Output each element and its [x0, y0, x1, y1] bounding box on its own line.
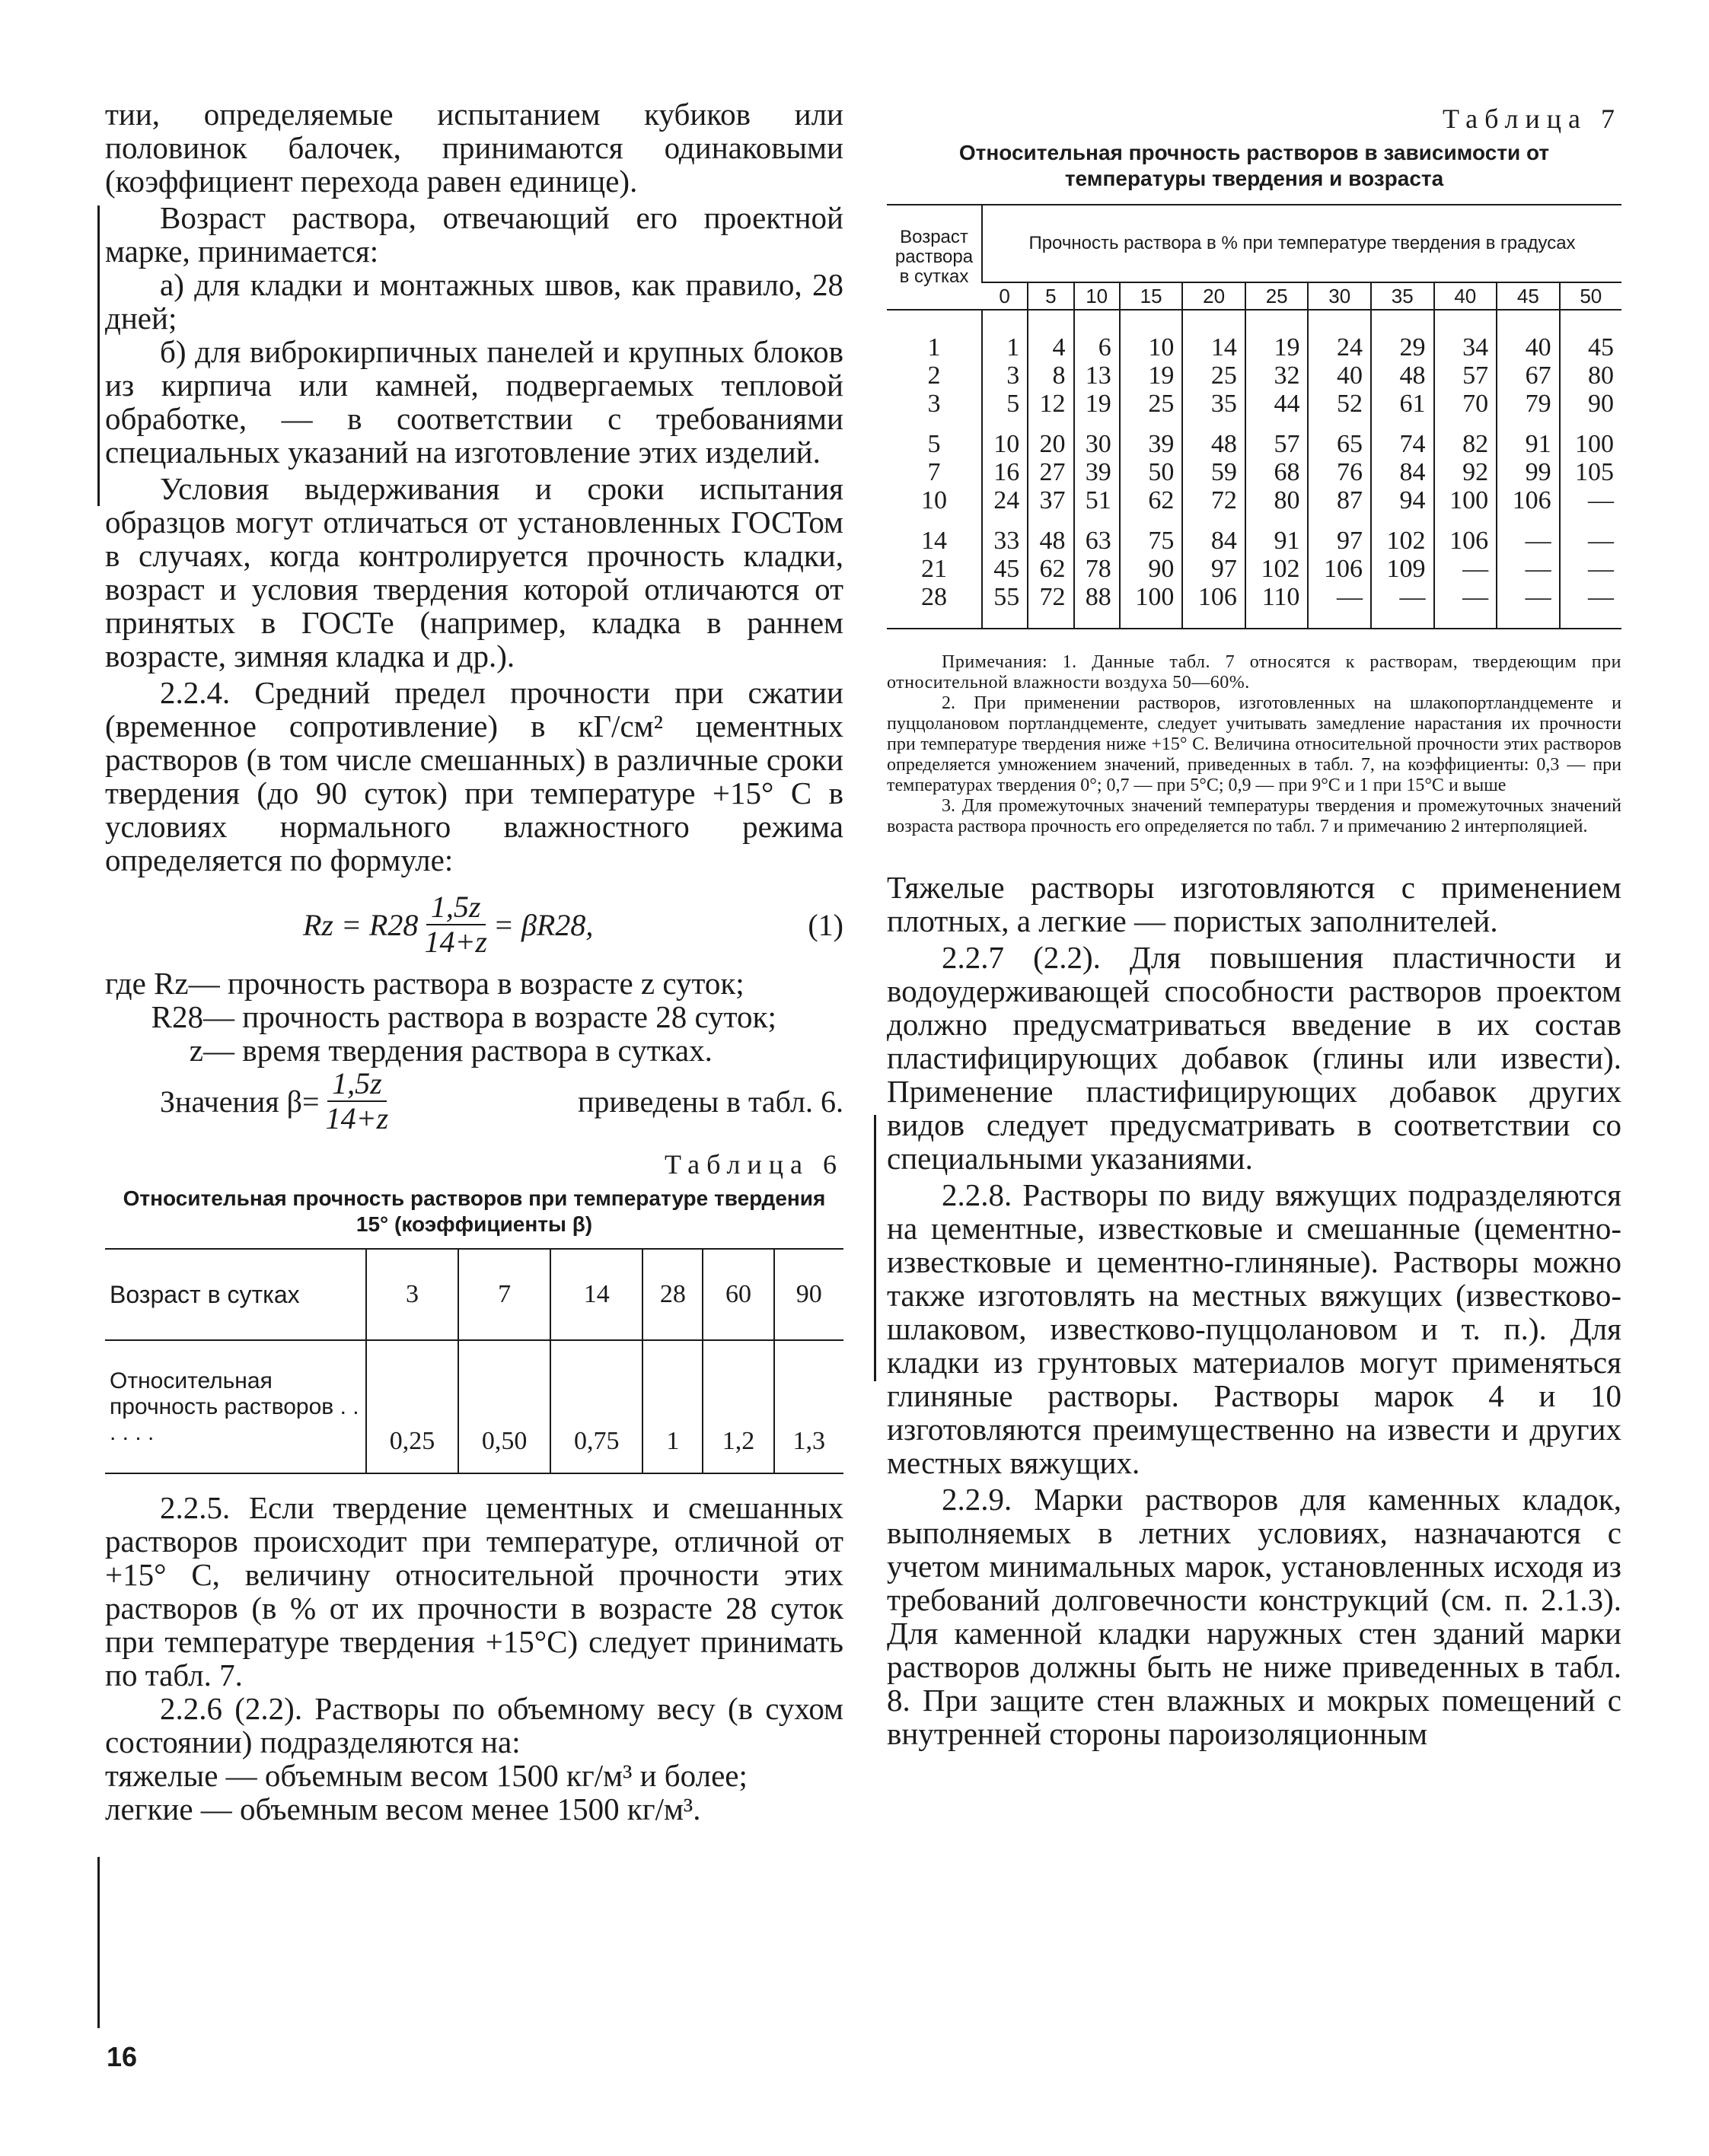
- table-cell: 100: [1434, 486, 1497, 514]
- table-cell: 1,3: [774, 1340, 843, 1473]
- table-cell: 32: [1245, 361, 1309, 390]
- table-cell: 106: [1497, 486, 1560, 514]
- table-cell: 4: [1028, 310, 1073, 361]
- paragraph: 2.2.9. Марки растворов для каменных кладок, выполняемых в летних условиях, назначаются с учетом минимальных марок, установленных исходя из требований долговечности конструкций (см. п. 2.1.3). Для каменной кладки наружных стен зданий марки растворов должны быть не ниже приведенных в табл. 8. При защите стен влажных и мокрых помещений с внутренней стороны пароизоляционным: [887, 1482, 1621, 1751]
- table-cell: 48: [1028, 514, 1073, 555]
- table-cell: 55: [982, 583, 1028, 629]
- beta-prefix: Значения β=: [160, 1084, 320, 1119]
- table-cell: 14: [550, 1249, 642, 1340]
- table-cell: 1: [927, 333, 941, 361]
- table-header-cell: 15: [1120, 282, 1183, 310]
- table-cell: 60: [703, 1249, 773, 1340]
- table-cell: 50: [1120, 458, 1183, 486]
- where-text: прочность раствора в возрасте 28 суток;: [242, 999, 776, 1034]
- table-cell: —: [1434, 555, 1497, 583]
- table-header-row: [887, 205, 1621, 282]
- table-cell: 62: [1120, 486, 1183, 514]
- table-cell: 67: [1497, 361, 1560, 390]
- table-cell: 1,2: [703, 1340, 773, 1473]
- table-title: Относительная прочность растворов в зависимости от температуры твердения и возраста: [958, 141, 1550, 190]
- table-cell: 0,50: [458, 1340, 550, 1473]
- where-symbol: R28—: [151, 999, 234, 1034]
- table-header-cell: 20: [1182, 282, 1245, 310]
- note: Примечания: 1. Данные табл. 7 относятся к растворам, твердеющим при относительной влажности воздуха 50—60%.: [887, 652, 1621, 693]
- table-cell: 105: [1560, 458, 1621, 486]
- table-cell: 91: [1497, 418, 1560, 458]
- beta-definition: [160, 1067, 843, 1135]
- table-title: Относительная прочность растворов при температуре твердения 15° (коэффициенты β): [123, 1186, 826, 1236]
- table-cell: 68: [1245, 458, 1309, 486]
- table-cell: 13: [1074, 361, 1120, 390]
- table-cell: 99: [1497, 458, 1560, 486]
- table-cell: 29: [1371, 310, 1434, 361]
- table-cell: 40: [1497, 310, 1560, 361]
- table-row: [887, 310, 1621, 361]
- table-cell: 48: [1371, 361, 1434, 390]
- formula-1: [303, 890, 843, 959]
- table-cell: 3: [366, 1249, 458, 1340]
- table-cell: 80: [1560, 361, 1621, 390]
- table-cell: 51: [1074, 486, 1120, 514]
- table-cell: 3: [927, 390, 941, 418]
- table-cell: 37: [1028, 486, 1073, 514]
- table-cell: 57: [1245, 418, 1309, 458]
- where-item: [105, 1000, 843, 1033]
- table-cell: 92: [1434, 458, 1497, 486]
- table-cell: 90: [1560, 390, 1621, 418]
- table-notes: [887, 652, 1621, 837]
- table-cell: 84: [1182, 514, 1245, 555]
- table-cell: 39: [1120, 418, 1183, 458]
- paragraph: легкие — объемным весом менее 1500 кг/м³.: [105, 1791, 701, 1826]
- table-cell: 10: [921, 486, 947, 514]
- table-cell: 39: [1074, 458, 1120, 486]
- table-6: [105, 1148, 843, 1474]
- table-7: [887, 102, 1621, 837]
- table-cell: 21: [921, 555, 947, 583]
- fraction-numerator: 1,5z: [426, 890, 486, 925]
- change-bar: [874, 1115, 876, 1381]
- where-item: [105, 1033, 843, 1067]
- paragraph: 2.2.5. Если твердение цементных и смешанных растворов происходит при температуре, отличной от +15° С, величину относительной прочности этих растворов (в % от их прочности в возрасте 28 суток при температуре твердения +15°С) следует принимать по табл. 7.: [105, 1490, 843, 1693]
- table-label: Таблица 6: [665, 1149, 843, 1180]
- where-item: [105, 967, 843, 1000]
- beta-suffix: приведены в табл. 6.: [577, 1084, 843, 1119]
- table-cell: 102: [1245, 555, 1309, 583]
- table-cell: —: [1497, 514, 1560, 555]
- where-list: [105, 967, 843, 1067]
- table-cell: 34: [1434, 310, 1497, 361]
- table-cell: —: [1560, 486, 1621, 514]
- table-cell: 20: [1028, 418, 1073, 458]
- table-header-cell: 45: [1497, 282, 1560, 310]
- table-cell: 25: [1120, 390, 1183, 418]
- table-cell: 52: [1308, 390, 1371, 418]
- list-item: б) для виброкирпичных панелей и крупных блоков из кирпича или камней, подвергаемых тепловой обработке, — в соответствии с требованиями специальных указаний на изготовление этих изделий.: [105, 334, 843, 470]
- table-cell: 24: [982, 486, 1028, 514]
- fraction-numerator: 1,5z: [327, 1067, 387, 1102]
- table-cell: 62: [1028, 555, 1073, 583]
- formula-rhs: = βR28,: [493, 907, 594, 942]
- table-cell: 45: [982, 555, 1028, 583]
- table-cell: 33: [982, 514, 1028, 555]
- table-cell: —: [1560, 555, 1621, 583]
- table-cell: 16: [982, 458, 1028, 486]
- table-header-cell: 30: [1308, 282, 1371, 310]
- left-column: [105, 97, 843, 1826]
- table-cell: 1: [642, 1340, 703, 1473]
- table-cell: 45: [1560, 310, 1621, 361]
- table-cell: 102: [1371, 514, 1434, 555]
- table-row: [887, 486, 1621, 514]
- table-cell: 100: [1560, 418, 1621, 458]
- table-header-cell: 25: [1245, 282, 1309, 310]
- table-row: [887, 418, 1621, 458]
- table-cell: 30: [1074, 418, 1120, 458]
- table-cell: 72: [1028, 583, 1073, 629]
- table-cell: 94: [1371, 486, 1434, 514]
- table-row: [887, 390, 1621, 418]
- table-cell: 91: [1245, 514, 1309, 555]
- table-cell: 100: [1120, 583, 1183, 629]
- table-cell: 0,75: [550, 1340, 642, 1473]
- table-cell: 74: [1371, 418, 1434, 458]
- table-cell: —: [1308, 583, 1371, 629]
- table-cell: —: [1497, 583, 1560, 629]
- formula-lhs: Rz = R28: [303, 907, 419, 942]
- table-cell: 35: [1182, 390, 1245, 418]
- table-row: [887, 514, 1621, 555]
- paragraph: тии, определяемые испытанием кубиков или половинок балочек, принимаются одинаковыми (коэффициент перехода равен единице).: [105, 97, 843, 199]
- table-cell: Относительная прочность растворов . . . . . .: [110, 1368, 359, 1445]
- table-cell: 84: [1371, 458, 1434, 486]
- table-cell: 90: [774, 1249, 843, 1340]
- table-cell: —: [1560, 583, 1621, 629]
- table-row: [887, 555, 1621, 583]
- where-text: время твердения раствора в сутках.: [242, 1033, 713, 1068]
- paragraph: Условия выдерживания и сроки испытания образцов могут отличаться от установленных ГОСТом в случаях, когда контролируется прочность кладки, возраст и условия твердения которой отличаются от принятых в ГОСТе (например, кладка в раннем возрасте, зимняя кладка и др.).: [105, 471, 843, 674]
- table-row: [887, 361, 1621, 390]
- table-row: [887, 458, 1621, 486]
- table-cell: 110: [1245, 583, 1309, 629]
- table-row: [105, 1249, 843, 1340]
- table: [887, 204, 1621, 629]
- table-cell: 40: [1308, 361, 1371, 390]
- table-cell: 14: [921, 527, 947, 555]
- table-cell: 80: [1245, 486, 1309, 514]
- table-cell: 28: [642, 1249, 703, 1340]
- table-header-cell: 40: [1434, 282, 1497, 310]
- table-header-cell: 50: [1560, 282, 1621, 310]
- table-cell: 19: [1245, 310, 1309, 361]
- table-cell: 27: [1028, 458, 1073, 486]
- where-text: прочность раствора в возрасте z суток;: [227, 966, 744, 1001]
- table-cell: 79: [1497, 390, 1560, 418]
- table-cell: 19: [1074, 390, 1120, 418]
- table-cell: 59: [1182, 458, 1245, 486]
- table-cell: 70: [1434, 390, 1497, 418]
- table-cell: 106: [1434, 514, 1497, 555]
- paragraph: тяжелые — объемным весом 1500 кг/м³ и более;: [105, 1758, 748, 1793]
- table-cell: 5: [927, 430, 941, 458]
- table-header-cell: Прочность раствора в % при температуре твердения в градусах: [982, 205, 1621, 282]
- where-symbol: z—: [189, 1033, 234, 1068]
- table-cell: 10: [982, 418, 1028, 458]
- table-cell: —: [1497, 555, 1560, 583]
- where-symbol: где Rz—: [105, 966, 220, 1001]
- table-cell: 75: [1120, 514, 1183, 555]
- table-cell: 82: [1434, 418, 1497, 458]
- page-number: 16: [107, 2041, 138, 2072]
- note: 2. При применении растворов, изготовленных на шлакопортландцементе и пуццолановом портландцементе, следует учитывать замедление нарастания их прочности при температуре твердения ниже +15° С. Величина относительной прочности этих растворов определяется умножением значений, приведенных в табл. 7, на коэффициенты: 0,3 — при температурах твердения 0°; 0,7 — при 5°С; 0,9 — при 9°С и 1 при 15°С и выше: [887, 693, 1621, 795]
- paragraph: 2.2.4. Средний предел прочности при сжатии (временное сопротивление) в кГ/см² цементных растворов (в том числе смешанных) в различные сроки твердения (до 90 суток) при температуре +15° С в условиях нормального влажностного режима определяется по формуле:: [105, 675, 843, 877]
- table-cell: 3: [982, 361, 1028, 390]
- paragraph: 2.2.6 (2.2). Растворы по объемному весу (в сухом состоянии) подразделяются на:: [105, 1691, 843, 1760]
- beta-fraction: [326, 1067, 389, 1135]
- table-cell: 109: [1371, 555, 1434, 583]
- table-cell: 76: [1308, 458, 1371, 486]
- table-cell: 2: [927, 361, 941, 390]
- table-label: Таблица 7: [1443, 104, 1621, 134]
- table-cell: 97: [1308, 514, 1371, 555]
- table-cell: 1: [982, 310, 1028, 361]
- table-cell: 25: [1182, 361, 1245, 390]
- right-column: [887, 97, 1621, 1750]
- table-cell: 61: [1371, 390, 1434, 418]
- paragraph: 2.2.8. Растворы по виду вяжущих подразделяются на цементные, известковые и смешанные (цементно-известковые и цементно-глиняные). Растворы можно также изготовлять на местных вяжущих (известково-шлаковом, известково-пуццолановом и т. п.). Для кладки из грунтовых материалов могут применяться глиняные растворы. Растворы марок 4 и 10 изготовляются преимущественно на извести и других местных вяжущих.: [887, 1177, 1621, 1480]
- formula-number: (1): [808, 907, 843, 942]
- change-bar: [97, 205, 100, 506]
- table-cell: 44: [1245, 390, 1309, 418]
- table-cell: 8: [1028, 361, 1073, 390]
- table-cell: 7: [927, 458, 941, 486]
- change-bar: [97, 1857, 100, 2028]
- fraction-denominator: 14+z: [325, 1101, 389, 1135]
- table-body: [887, 310, 1621, 629]
- table-cell: 106: [1182, 583, 1245, 629]
- table-cell: 6: [1074, 310, 1120, 361]
- table-cell: 10: [1120, 310, 1183, 361]
- table-header-cell: 0: [982, 282, 1028, 310]
- table-row: [105, 1340, 843, 1473]
- table-header-cell: Возраст раствора в сутках: [887, 205, 982, 310]
- table-cell: 88: [1074, 583, 1120, 629]
- table-header-cell: 35: [1371, 282, 1434, 310]
- table-cell: 63: [1074, 514, 1120, 555]
- table-cell: —: [1371, 583, 1434, 629]
- table-cell: 28: [921, 583, 947, 611]
- table-cell: 24: [1308, 310, 1371, 361]
- table-cell: —: [1434, 583, 1497, 629]
- table-cell: 97: [1182, 555, 1245, 583]
- paragraph: Тяжелые растворы изготовляются с применением плотных, а легкие — пористых заполнителей.: [887, 870, 1621, 938]
- table-row: [887, 583, 1621, 629]
- table-header-cell: 5: [1028, 282, 1073, 310]
- paragraph: Возраст раствора, отвечающий его проектной марке, принимается:: [105, 200, 843, 269]
- paragraph: 2.2.7 (2.2). Для повышения пластичности и водоудерживающей способности растворов проектом должно предусматриваться введение в их состав пластифицирующих добавок (глины или извести). Применение пластифицирующих добавок других видов следует предусматривать в соответствии со специальными указаниями.: [887, 940, 1621, 1176]
- table-cell: 0,25: [366, 1340, 458, 1473]
- table-cell: 12: [1028, 390, 1073, 418]
- table-cell: 48: [1182, 418, 1245, 458]
- note: 3. Для промежуточных значений температуры твердения и промежуточных значений возраста раствора прочность его определяется по табл. 7 и примечанию 2 интерполяцией.: [887, 796, 1621, 836]
- fraction-denominator: 14+z: [424, 925, 487, 959]
- table-cell: 5: [982, 390, 1028, 418]
- table-cell: 19: [1120, 361, 1183, 390]
- table-cell: 87: [1308, 486, 1371, 514]
- table-cell: 14: [1182, 310, 1245, 361]
- formula-fraction: [424, 890, 487, 959]
- table-cell: —: [1560, 514, 1621, 555]
- list-item: а) для кладки и монтажных швов, как правило, 28 дней;: [105, 267, 843, 336]
- table-header-row: [887, 282, 1621, 310]
- table-header-cell: 10: [1074, 282, 1120, 310]
- table-cell: 90: [1120, 555, 1183, 583]
- table-cell: 72: [1182, 486, 1245, 514]
- table-cell: Возраст в сутках: [110, 1280, 300, 1308]
- table-cell: 57: [1434, 361, 1497, 390]
- table-cell: 7: [458, 1249, 550, 1340]
- table-cell: 65: [1308, 418, 1371, 458]
- table: [105, 1248, 843, 1474]
- table-cell: 106: [1308, 555, 1371, 583]
- table-cell: 78: [1074, 555, 1120, 583]
